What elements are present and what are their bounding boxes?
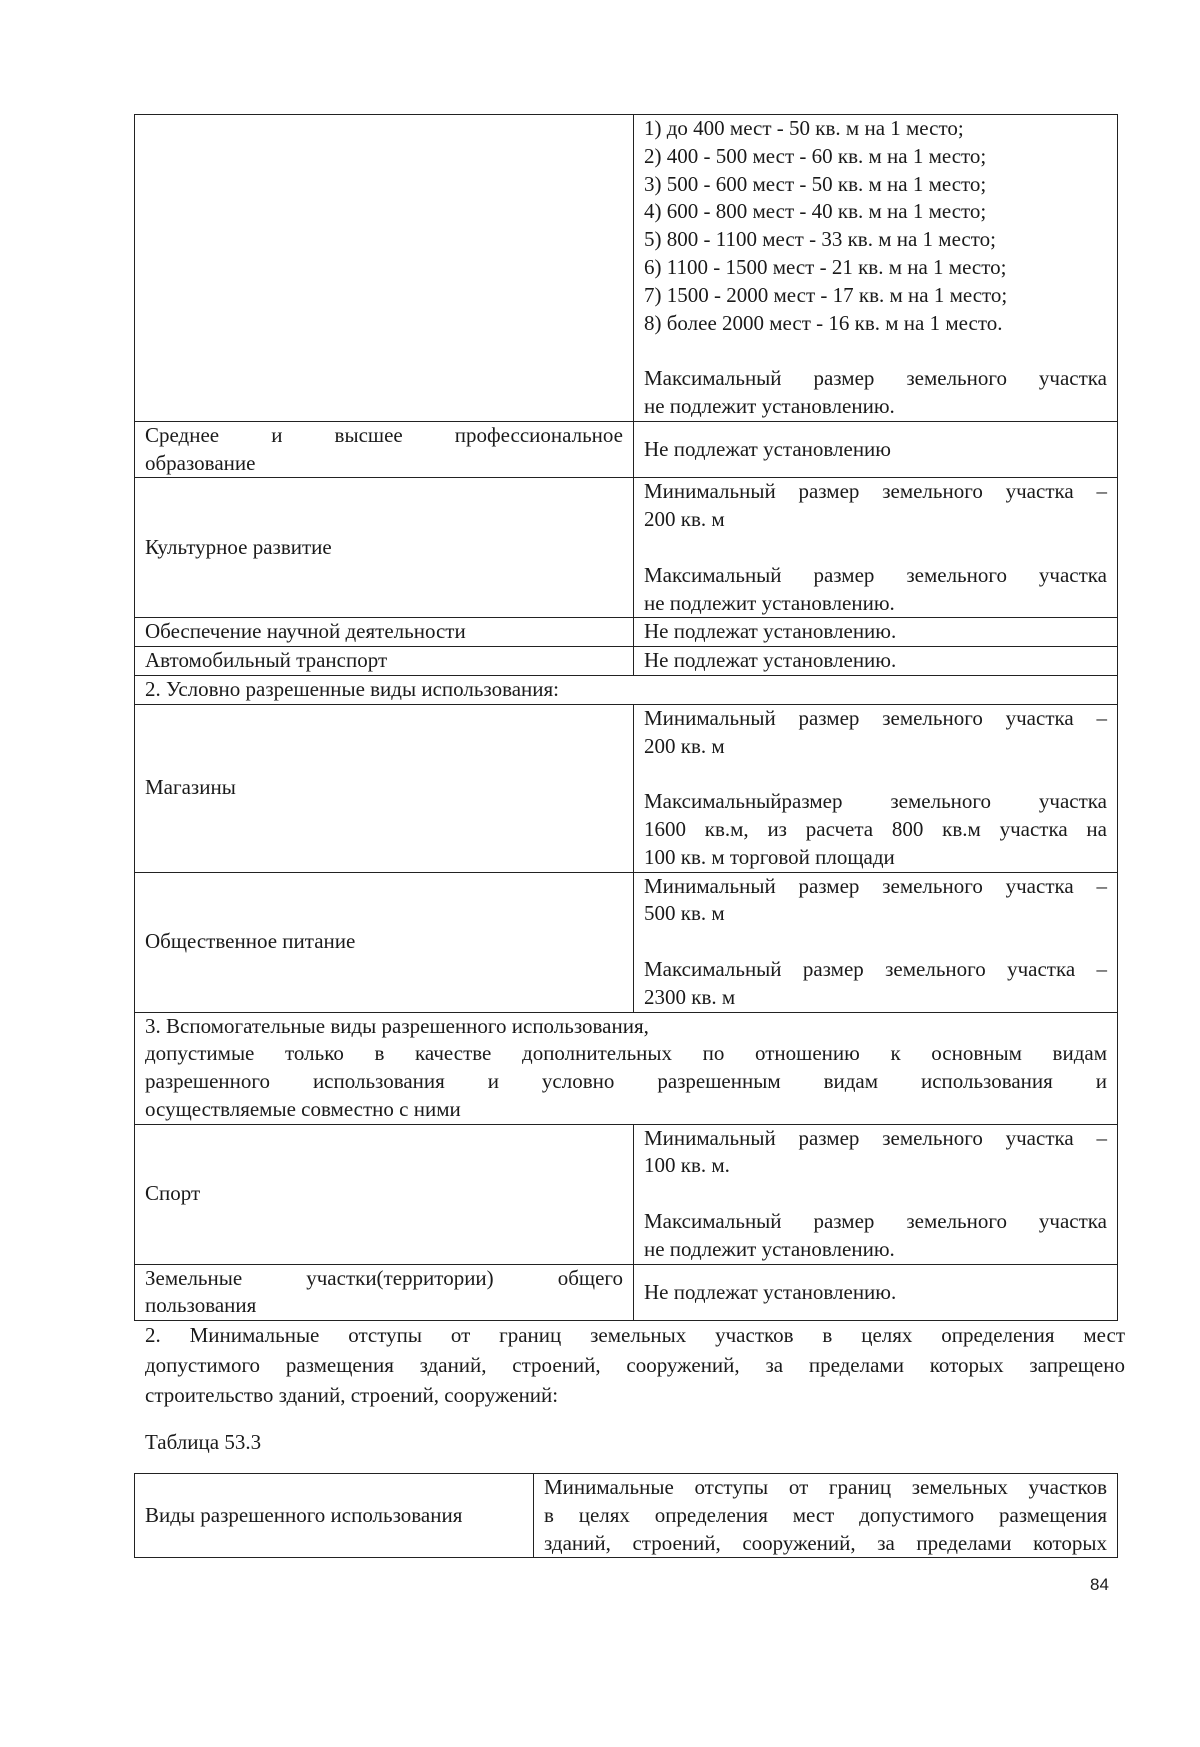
section-header-row [135, 675, 1118, 704]
table-row [135, 618, 1118, 647]
table-cell-value: Не подлежат установлению. [634, 618, 1118, 647]
places-norm-line: 3) 500 - 600 мест - 50 кв. м на 1 место; [644, 171, 987, 196]
table-row [135, 1124, 1118, 1264]
places-norm-line: 6) 1100 - 1500 мест - 21 кв. м на 1 место; [644, 254, 1007, 279]
table-cell-label: Среднее и высшее профессиональное образование [135, 421, 634, 478]
table-cell-value: Минимальный размер земельного участка – 200 кв. м Максимальныйразмер земельного участка 1600 кв.м, из расчета 800 кв.м участка на 100 кв. м торговой площади [634, 704, 1118, 872]
table-cell-label [135, 115, 634, 422]
table-row [135, 647, 1118, 676]
table-row [135, 478, 1118, 618]
land-plot-size-table [134, 114, 1118, 1321]
table-cell-label: Автомобильный транспорт [135, 647, 634, 676]
max-size-text: Максимальный размер земельного участка [644, 366, 1107, 391]
table-cell-label: Культурное развитие [135, 478, 634, 618]
table-cell-value: Минимальный размер земельного участка – 500 кв. м Максимальный размер земельного участка – 2300 кв. м [634, 872, 1118, 1012]
table-row [135, 1264, 1118, 1321]
places-norm-line: 4) 600 - 800 мест - 40 кв. м на 1 место; [644, 199, 987, 224]
table-cell-label: Обеспечение научной деятельности [135, 618, 634, 647]
table-cell-label: Общественное питание [135, 872, 634, 1012]
table-header-row [135, 1474, 1118, 1558]
table-cell-value: Не подлежат установлению [634, 421, 1118, 478]
table-cell-value: Минимальный размер земельного участка – 200 кв. м Максимальный размер земельного участка не подлежит установлению. [634, 478, 1118, 618]
column-header: Минимальные отступы от границ земельных участков в целях определения мест допустимого размещения зданий, строений, сооружений, за пределами которых [534, 1474, 1118, 1558]
setback-paragraph: 2. Минимальные отступы от границ земельных участков в целях определения мест допустимого размещения зданий, строений, сооружений, за пределами которых запрещено строительство зданий, строений, сооружений: [145, 1323, 1125, 1407]
section-header-row [135, 1012, 1118, 1124]
table-cell-value: Не подлежат установлению. [634, 647, 1118, 676]
table-cell-value: Минимальный размер земельного участка – 100 кв. м. Максимальный размер земельного участка не подлежит установлению. [634, 1124, 1118, 1264]
places-norm-line: 7) 1500 - 2000 мест - 17 кв. м на 1 место; [644, 282, 1008, 307]
table-cell-value [634, 115, 1118, 422]
table-row [135, 704, 1118, 872]
page-number: 84 [1090, 1575, 1109, 1594]
table-caption: Таблица 53.3 [145, 1430, 262, 1454]
table-cell-label: Земельные участки(территории) общего пользования [135, 1264, 634, 1321]
max-size-text: не подлежит установлению. [644, 393, 895, 418]
table-cell-value: Не подлежат установлению. [634, 1264, 1118, 1321]
column-header: Виды разрешенного использования [135, 1474, 534, 1558]
section-heading: 3. Вспомогательные виды разрешенного использования, допустимые только в качестве дополнительных по отношению к основным видам разрешенного использования и условно разрешенным видам использования и осуществляемые совместно с ними [135, 1012, 1118, 1124]
places-norm-line: 8) более 2000 мест - 16 кв. м на 1 место. [644, 310, 1003, 335]
places-norm-line: 2) 400 - 500 мест - 60 кв. м на 1 место; [644, 143, 987, 168]
table-row [135, 421, 1118, 478]
section-heading: 2. Условно разрешенные виды использования: [135, 675, 1118, 704]
table-cell-label: Спорт [135, 1124, 634, 1264]
setback-table [134, 1473, 1118, 1558]
table-row [135, 872, 1118, 1012]
table-cell-label: Магазины [135, 704, 634, 872]
places-norm-line: 1) до 400 мест - 50 кв. м на 1 место; [644, 116, 964, 140]
places-norm-line: 5) 800 - 1100 мест - 33 кв. м на 1 место; [644, 227, 996, 252]
table-row [135, 115, 1118, 422]
